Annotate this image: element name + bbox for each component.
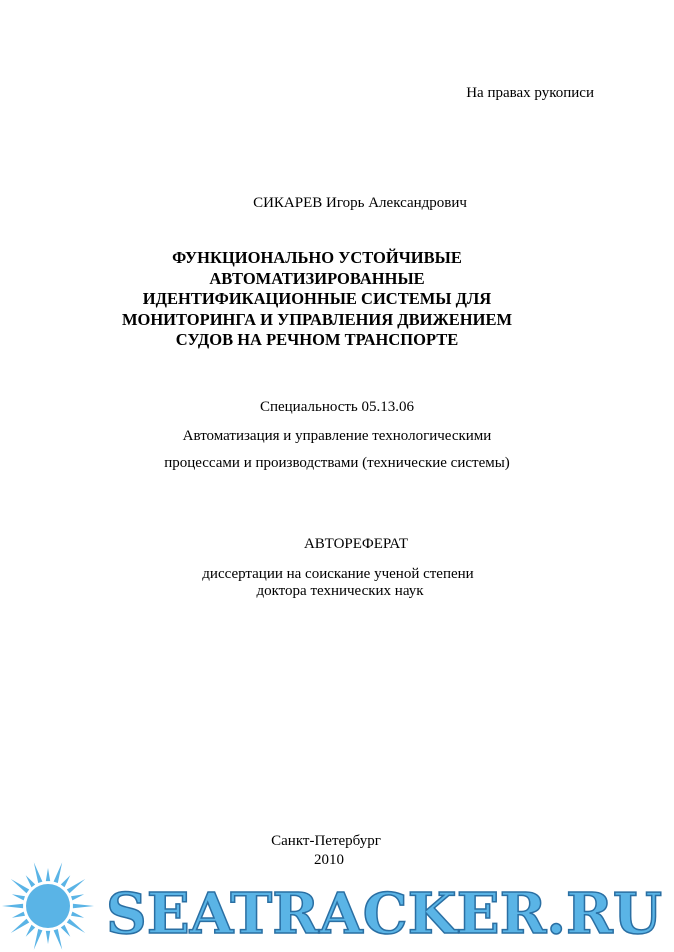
dissertation-title bbox=[0, 248, 634, 351]
title-line: АВТОМАТИЗИРОВАННЫЕ bbox=[209, 268, 425, 288]
sun-ray bbox=[73, 904, 94, 908]
sun-ray bbox=[26, 925, 36, 937]
title-line: ФУНКЦИОНАЛЬНО УСТОЙЧИВЫЕ bbox=[172, 248, 462, 267]
sun-ray bbox=[67, 879, 85, 893]
sun-ray bbox=[11, 879, 29, 893]
sun-ray bbox=[12, 912, 25, 918]
title-line: СУДОВ НА РЕЧНОМ ТРАНСПОРТЕ bbox=[175, 330, 459, 349]
sun-ray bbox=[11, 919, 29, 933]
sun-ray bbox=[71, 894, 84, 900]
specialty-name-line: процессами и производствами (технические системы) bbox=[164, 455, 510, 471]
sun-ray bbox=[12, 894, 25, 900]
sun-ray bbox=[54, 929, 63, 950]
abstract-description-line: доктора технических наук bbox=[256, 583, 424, 599]
sun-ray bbox=[61, 925, 71, 937]
city: Санкт-Петербург bbox=[271, 833, 381, 849]
sun-ray bbox=[67, 919, 85, 933]
title-line: МОНИТОРИНГА И УПРАВЛЕНИЯ ДВИЖЕНИЕМ bbox=[121, 309, 513, 329]
sun-ray bbox=[46, 931, 50, 944]
sun-ray bbox=[46, 868, 50, 881]
sun-ray bbox=[34, 862, 43, 883]
sun-ray bbox=[71, 912, 84, 918]
sun-ray bbox=[54, 862, 63, 883]
sun-icon bbox=[2, 862, 94, 949]
specialty-name-line: Автоматизация и управление технологическими bbox=[182, 428, 492, 444]
year: 2010 bbox=[314, 852, 344, 868]
abstract-description-line: диссертации на соискание ученой степени bbox=[202, 566, 474, 582]
watermark bbox=[0, 840, 674, 952]
specialty-code: Специальность 05.13.06 bbox=[259, 399, 415, 415]
sun-ray bbox=[2, 904, 23, 908]
rights-note: На правах рукописи bbox=[466, 85, 594, 101]
sun-ray bbox=[61, 875, 71, 887]
watermark-text: SEATRACKER.RU bbox=[106, 881, 662, 947]
author-name: СИКАРЕВ Игорь Александрович bbox=[253, 195, 467, 211]
abstract-label: АВТОРЕФЕРАТ bbox=[303, 536, 409, 552]
sun-ray bbox=[34, 929, 43, 950]
sun-ray bbox=[26, 875, 36, 887]
title-line: ИДЕНТИФИКАЦИОННЫЕ СИСТЕМЫ ДЛЯ bbox=[142, 289, 492, 308]
